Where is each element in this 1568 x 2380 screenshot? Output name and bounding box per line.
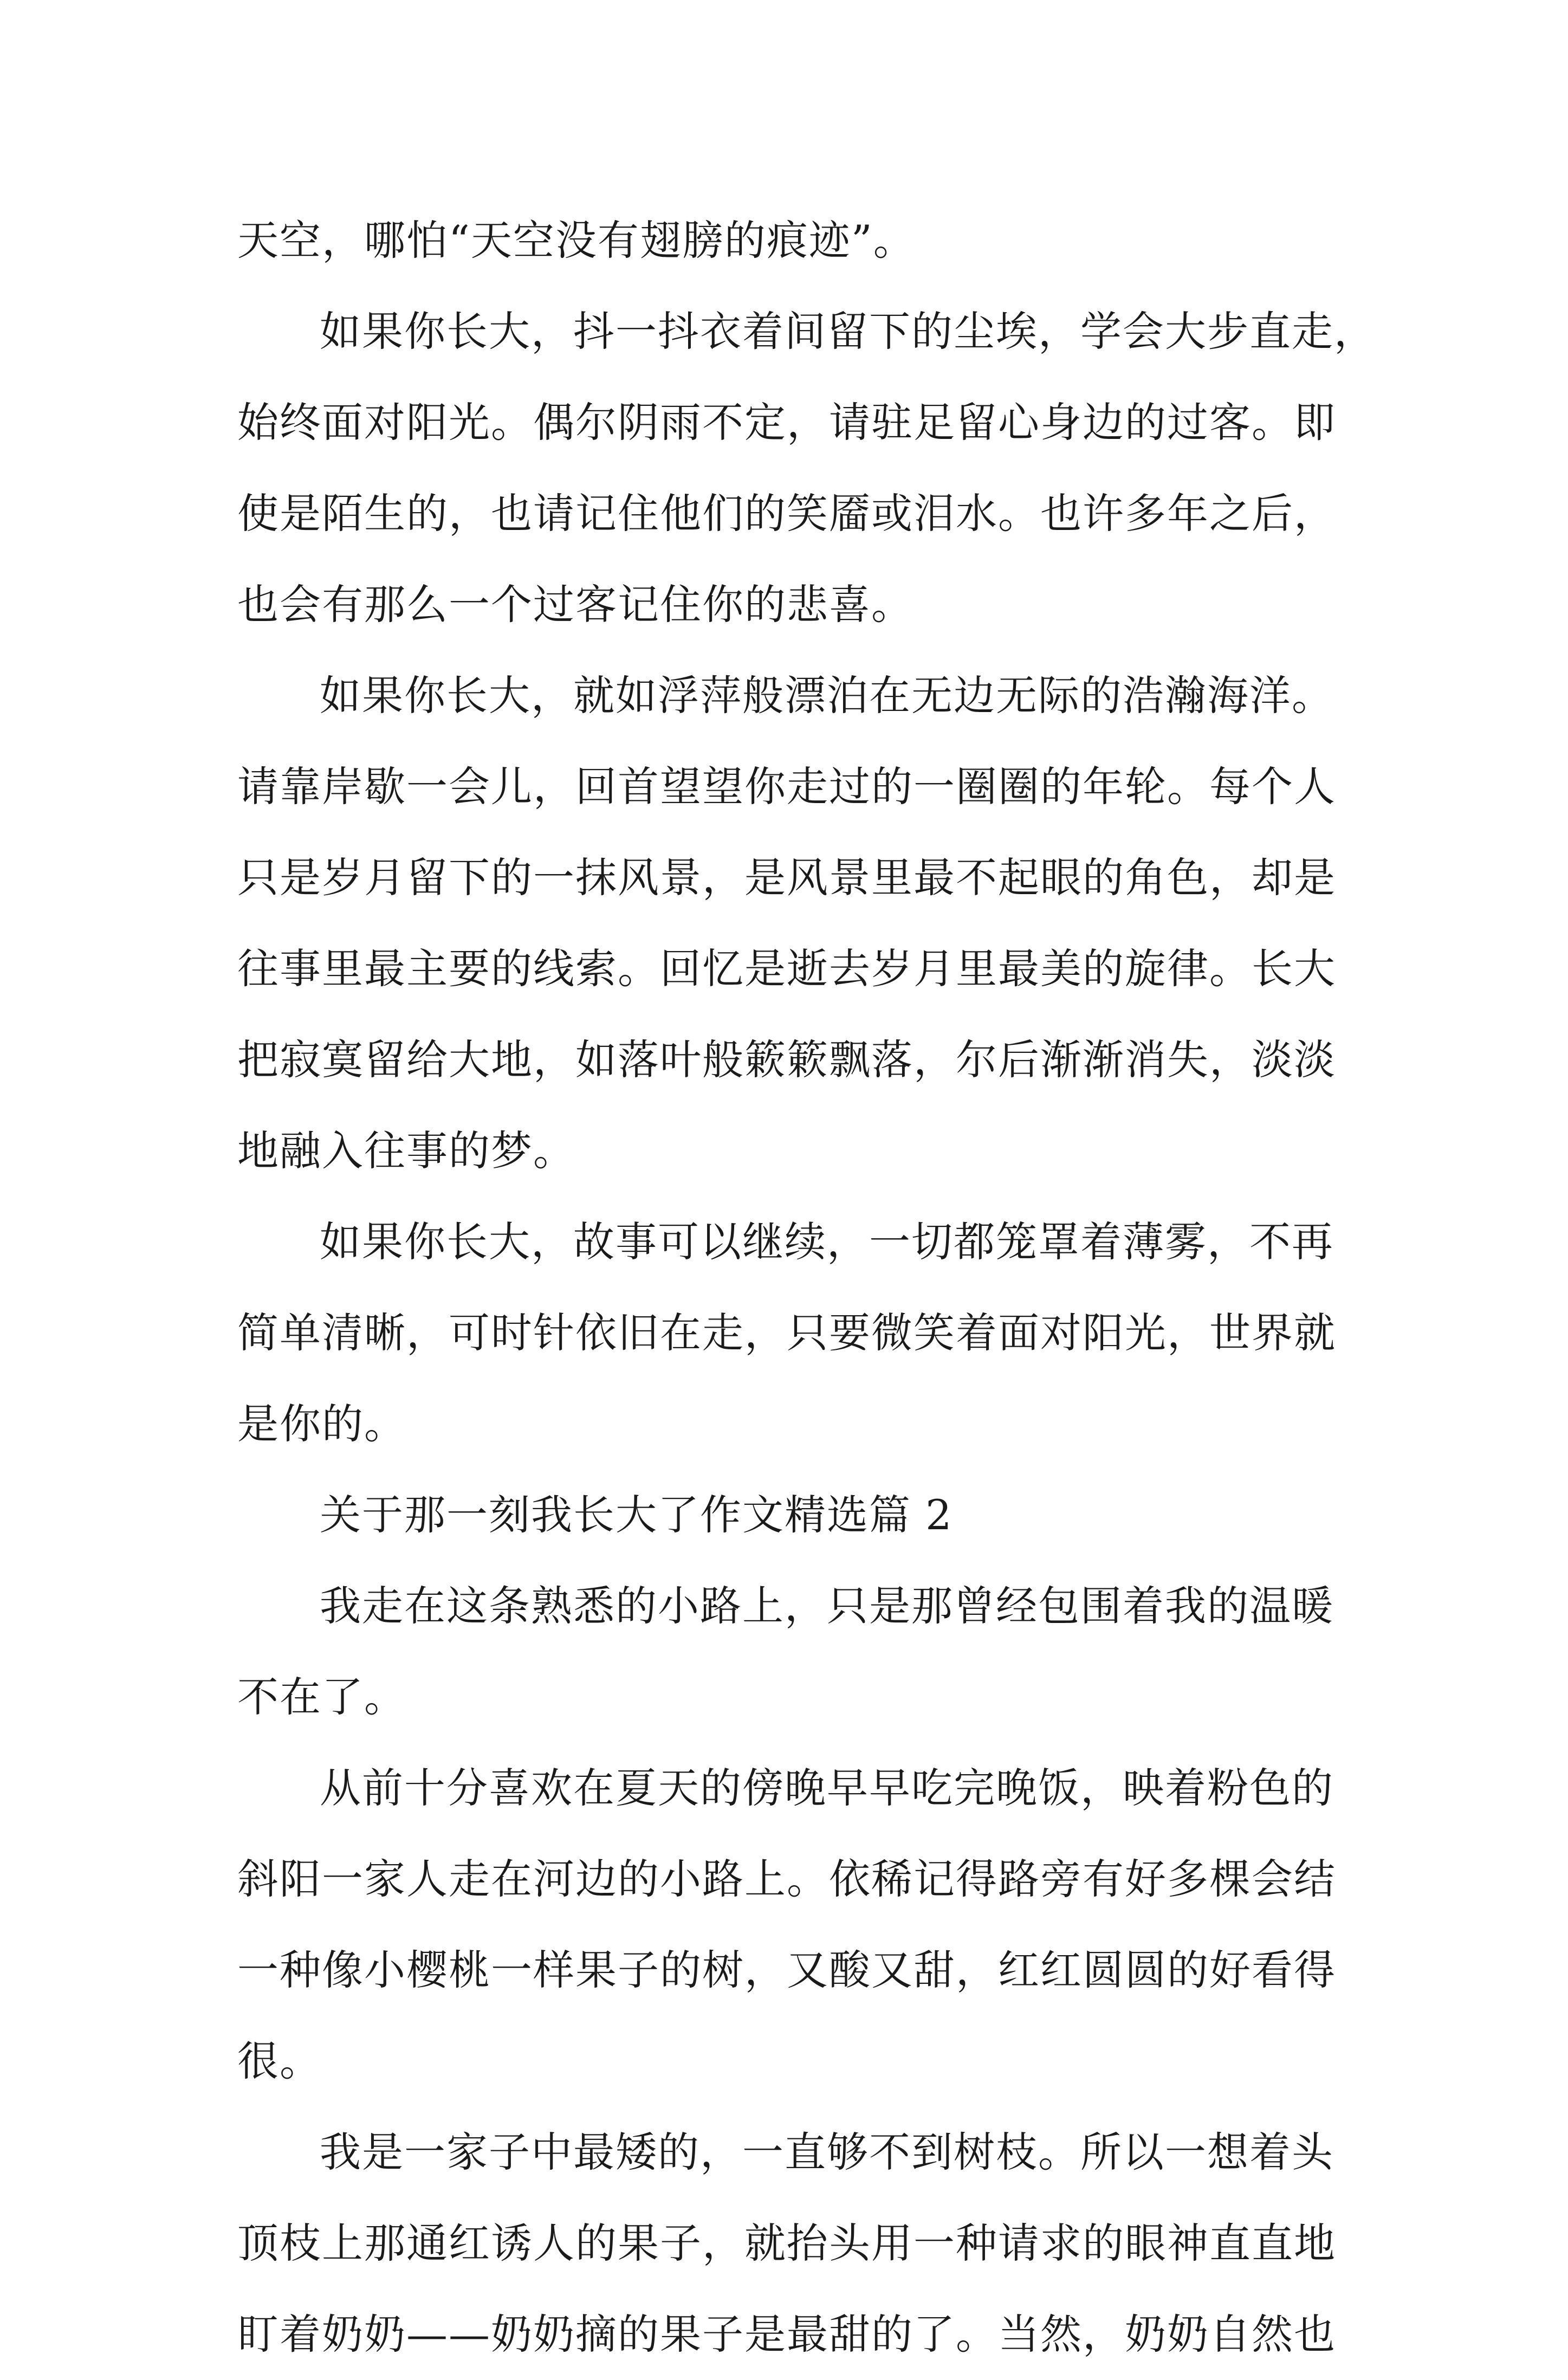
text-line: 往事里最主要的线索。回忆是逝去岁月里最美的旋律。长大 xyxy=(237,945,1336,993)
text-line: 只是岁月留下的一抹风景，是风景里最不起眼的角色，却是 xyxy=(237,853,1336,902)
text-line: 我是一家子中最矮的，一直够不到树枝。所以一想着头 xyxy=(320,2128,1334,2176)
text-line: 从前十分喜欢在夏天的傍晚早早吃完晚饭，映着粉色的 xyxy=(320,1764,1334,1812)
text-line: 地融入往事的梦。 xyxy=(237,1127,575,1175)
text-line: 使是陌生的，也请记住他们的笑靥或泪水。也许多年之后， xyxy=(237,489,1336,538)
section-heading: 关于那一刻我长大了作文精选篇 2 xyxy=(320,1491,953,1539)
text-line: 斜阳一家人走在河边的小路上。依稀记得路旁有好多棵会结 xyxy=(237,1855,1336,1903)
text-line: 不在了。 xyxy=(237,1673,406,1721)
text-line: 一种像小樱桃一样果子的树，又酸又甜，红红圆圆的好看得 xyxy=(237,1946,1336,1994)
text-line: 我走在这条熟悉的小路上，只是那曾经包围着我的温暖 xyxy=(320,1582,1334,1630)
text-line: 如果你长大，就如浮萍般漂泊在无边无际的浩瀚海洋。 xyxy=(320,671,1334,720)
text-line: 如果你长大，故事可以继续，一切都笼罩着薄雾，不再 xyxy=(320,1218,1334,1266)
text-line: 顶枝上那通红诱人的果子，就抬头用一种请求的眼神直直地 xyxy=(237,2219,1336,2267)
text-line: 始终面对阳光。偶尔阴雨不定，请驻足留心身边的过客。即 xyxy=(237,398,1336,447)
text-line: 如果你长大，抖一抖衣着间留下的尘埃，学会大步直走， xyxy=(320,307,1376,355)
text-line: 是你的。 xyxy=(237,1400,406,1448)
text-line: 简单清晰，可时针依旧在走，只要微笑着面对阳光，世界就 xyxy=(237,1309,1336,1357)
document-body xyxy=(237,195,1376,2380)
text-line: 天空，哪怕“天空没有翅膀的痕迹”。 xyxy=(237,216,916,264)
text-line: 也会有那么一个过客记住你的悲喜。 xyxy=(237,580,913,629)
text-line: 把寂寞留给大地，如落叶般簌簌飘落，尔后渐渐消失，淡淡 xyxy=(237,1036,1336,1084)
text-line: 盯着奶奶——奶奶摘的果子是最甜的了。当然，奶奶自然也 xyxy=(237,2310,1336,2358)
text-line: 请靠岸歇一会儿，回首望望你走过的一圈圈的年轮。每个人 xyxy=(237,762,1336,811)
text-line: 很。 xyxy=(237,2037,322,2085)
